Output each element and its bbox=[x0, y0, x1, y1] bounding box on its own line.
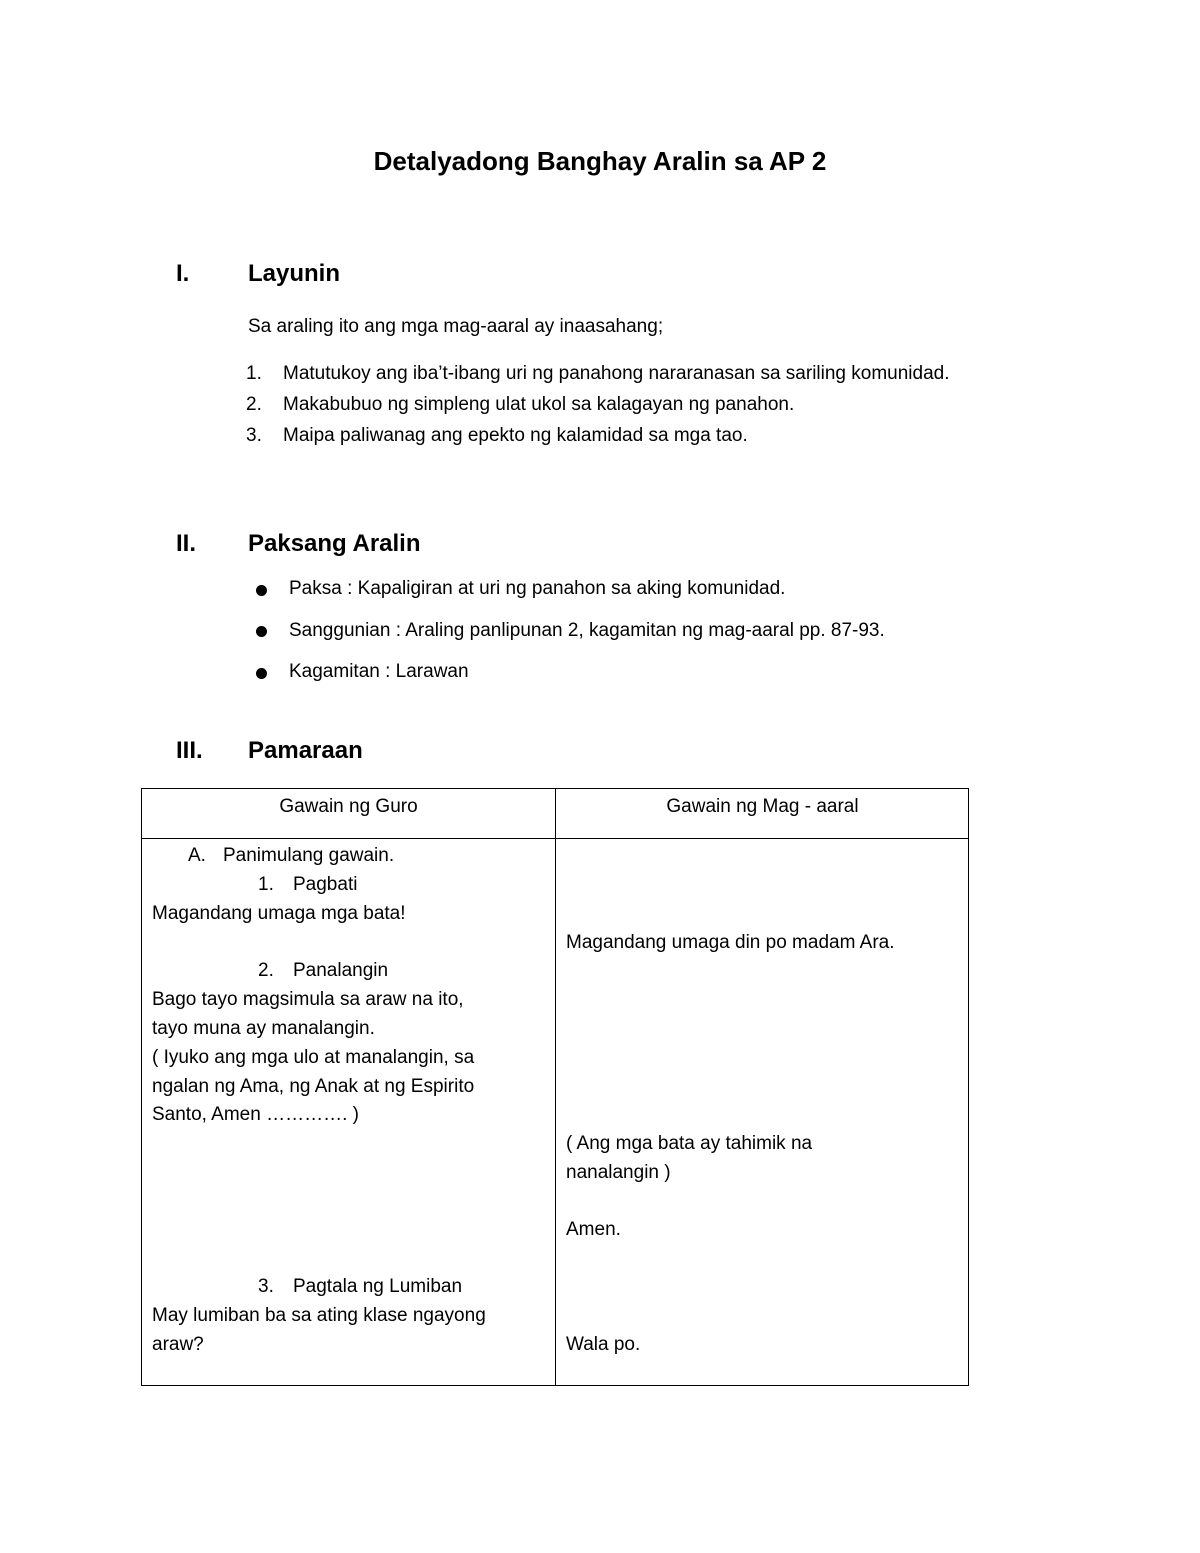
magaaral-silent-line-1: ( Ang mga bata ay tahimik na bbox=[566, 1133, 813, 1154]
header-divider bbox=[142, 838, 968, 839]
section-3-heading: Pamaraan bbox=[248, 737, 363, 764]
magaaral-greeting-reply: Magandang umaga din po madam Ara. bbox=[566, 932, 895, 953]
guro-prayer-line-3: ( Iyuko ang mga ulo at manalangin, sa bbox=[152, 1047, 475, 1068]
bullet-icon bbox=[256, 668, 267, 679]
guro-prayer-line-5: Santo, Amen …………. ) bbox=[152, 1104, 359, 1125]
column-divider bbox=[555, 789, 556, 1385]
guro-absent-line-2: araw? bbox=[152, 1334, 204, 1355]
guro-prayer-line-2: tayo muna ay manalangin. bbox=[152, 1018, 375, 1039]
objective-1-text: Matutukoy ang iba’t-ibang uri ng panahong nararanasan sa sariling komunidad. bbox=[283, 363, 950, 384]
materials-bullet: Kagamitan : Larawan bbox=[289, 661, 469, 682]
guro-prayer-line-1: Bago tayo magsimula sa araw na ito, bbox=[152, 989, 464, 1010]
objective-2-number: 2. bbox=[246, 394, 262, 415]
guro-step-1-text: Pagbati bbox=[293, 874, 358, 895]
bullet-icon bbox=[256, 626, 267, 637]
objective-3-text: Maipa paliwanag ang epekto ng kalamidad sa mga tao. bbox=[283, 425, 748, 446]
section-1-number: I. bbox=[176, 260, 190, 287]
header-gawain-ng-guro: Gawain ng Guro bbox=[279, 796, 418, 817]
guro-prayer-line-4: ngalan ng Ama, ng Anak at ng Espirito bbox=[152, 1076, 475, 1097]
section-3-number: III. bbox=[176, 737, 203, 764]
page-title: Detalyadong Banghay Aralin sa AP 2 bbox=[373, 146, 827, 176]
magaaral-silent-line-2: nanalangin ) bbox=[566, 1162, 671, 1183]
guro-absent-line-1: May lumiban ba sa ating klase ngayong bbox=[152, 1305, 486, 1326]
topic-bullet: Paksa : Kapaligiran at uri ng panahon sa aking komunidad. bbox=[289, 578, 786, 599]
section-1-heading: Layunin bbox=[248, 260, 341, 287]
guro-step-3-text: Pagtala ng Lumiban bbox=[293, 1276, 463, 1297]
section-2-number: II. bbox=[176, 530, 197, 557]
guro-step-a-letter: A. bbox=[188, 845, 206, 866]
procedure-table bbox=[141, 788, 969, 1386]
objective-3-number: 3. bbox=[246, 425, 262, 446]
reference-bullet: Sanggunian : Araling panlipunan 2, kagamitan ng mag-aaral pp. 87-93. bbox=[289, 620, 885, 641]
magaaral-none-absent: Wala po. bbox=[566, 1334, 641, 1355]
guro-step-3-number: 3. bbox=[258, 1276, 274, 1297]
header-gawain-ng-mag-aaral: Gawain ng Mag - aaral bbox=[666, 796, 859, 817]
objective-2-text: Makabubuo ng simpleng ulat ukol sa kalagayan ng panahon. bbox=[283, 394, 795, 415]
guro-greeting: Magandang umaga mga bata! bbox=[152, 903, 406, 924]
section-2-heading: Paksang Aralin bbox=[248, 530, 421, 557]
guro-step-a-text: Panimulang gawain. bbox=[223, 845, 395, 866]
section-1-intro: Sa araling ito ang mga mag-aaral ay inaasahang; bbox=[248, 316, 664, 337]
guro-step-2-number: 2. bbox=[258, 960, 274, 981]
objective-1-number: 1. bbox=[246, 363, 262, 384]
magaaral-amen: Amen. bbox=[566, 1219, 621, 1240]
bullet-icon bbox=[256, 585, 267, 596]
guro-step-2-text: Panalangin bbox=[293, 960, 389, 981]
guro-step-1-number: 1. bbox=[258, 874, 274, 895]
